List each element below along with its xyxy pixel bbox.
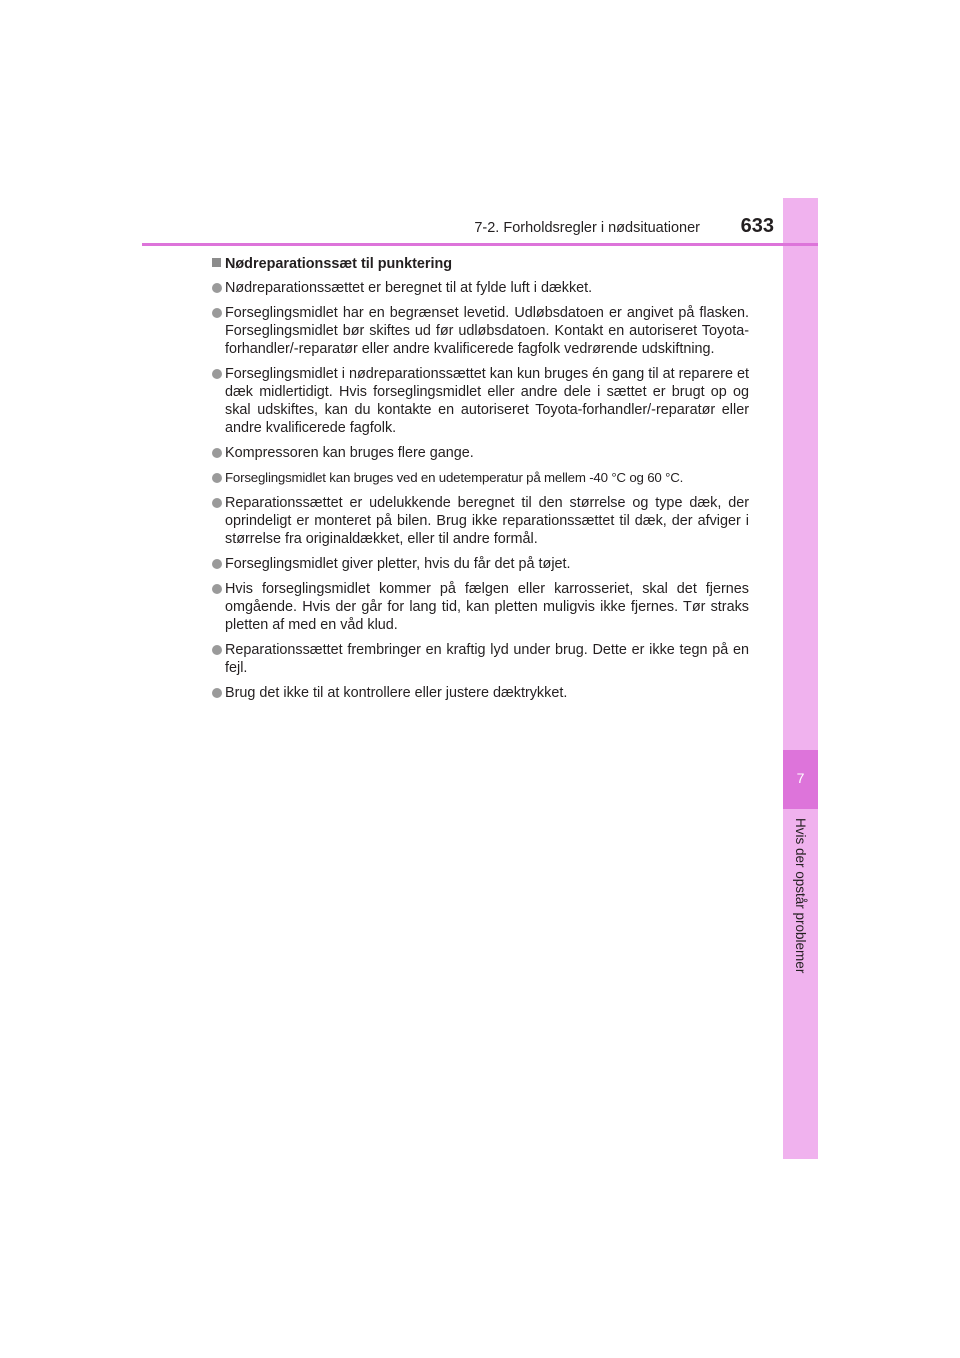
bullet-list bbox=[212, 279, 749, 702]
list-item-text: Forseglingsmidlet i nødreparationssættet kan kun bruges én gang til at reparere et dæk midlertidigt. Hvis forseglingsmidlet eller andre dele i sættet er brugt op og skal udskiftes, kan du kontakte en autoriseret Toyota-forhandler/-reparatør eller andre kvalificerede fagfolk. bbox=[225, 366, 749, 436]
section-heading bbox=[212, 255, 749, 273]
list-item bbox=[212, 684, 749, 702]
list-item-text: Brug det ikke til at kontrollere eller justere dæktrykket. bbox=[225, 685, 568, 701]
list-item-text: Reparationssættet frembringer en kraftig lyd under brug. Dette er ikke tegn på en fejl. bbox=[225, 642, 749, 676]
section-heading-text: Nødreparationssæt til punktering bbox=[225, 256, 453, 272]
circle-bullet-icon bbox=[212, 369, 222, 379]
list-item-text: Forseglingsmidlet har en begrænset levetid. Udløbsdatoen er angivet på flasken. Forseglingsmidlet bør skiftes ud før udløbsdatoen. Kontakt en autoriseret Toyota-forhandler/-reparatør eller andre kvalificerede fagfolk vedrørende udskiftning. bbox=[225, 305, 749, 357]
list-item-text: Forseglingsmidlet kan bruges ved en udetemperatur på mellem -40 °C og 60 °C. bbox=[225, 470, 684, 485]
list-item-text: Reparationssættet er udelukkende beregnet til den størrelse og type dæk, der oprindeligt er monteret på bilen. Brug ikke reparationssættet til dæk, der afviger i størrelse fra originaldækket, eller til andre formål. bbox=[225, 495, 749, 547]
square-bullet-icon bbox=[212, 258, 221, 267]
page-content bbox=[212, 255, 749, 709]
list-item bbox=[212, 365, 749, 437]
list-item bbox=[212, 555, 749, 573]
circle-bullet-icon bbox=[212, 283, 222, 293]
list-item bbox=[212, 494, 749, 548]
list-item bbox=[212, 580, 749, 634]
list-item bbox=[212, 279, 749, 297]
circle-bullet-icon bbox=[212, 645, 222, 655]
list-item-text: Hvis forseglingsmidlet kommer på fælgen eller karrosseriet, skal det fjernes omgående. Hvis der går for lang tid, kan pletten muligvis ikke fjernes. Tør straks pletten af med en våd klud. bbox=[225, 581, 749, 633]
list-item bbox=[212, 469, 749, 487]
page-number: 633 bbox=[740, 215, 774, 237]
chapter-number: 7 bbox=[796, 770, 805, 786]
circle-bullet-icon bbox=[212, 448, 222, 458]
list-item bbox=[212, 304, 749, 358]
header-section-title: 7-2. Forholdsregler i nødsituationer bbox=[474, 220, 700, 236]
circle-bullet-icon bbox=[212, 559, 222, 569]
circle-bullet-icon bbox=[212, 308, 222, 318]
list-item bbox=[212, 444, 749, 462]
list-item-text: Forseglingsmidlet giver pletter, hvis du får det på tøjet. bbox=[225, 556, 571, 572]
list-item-text: Nødreparationssættet er beregnet til at fylde luft i dækket. bbox=[225, 280, 593, 296]
circle-bullet-icon bbox=[212, 584, 222, 594]
chapter-title: Hvis der opstår problemer bbox=[793, 818, 808, 974]
list-item-text: Kompressoren kan bruges flere gange. bbox=[225, 445, 474, 461]
header-rule bbox=[142, 243, 818, 246]
list-item bbox=[212, 641, 749, 677]
circle-bullet-icon bbox=[212, 498, 222, 508]
circle-bullet-icon bbox=[212, 473, 222, 483]
circle-bullet-icon bbox=[212, 688, 222, 698]
